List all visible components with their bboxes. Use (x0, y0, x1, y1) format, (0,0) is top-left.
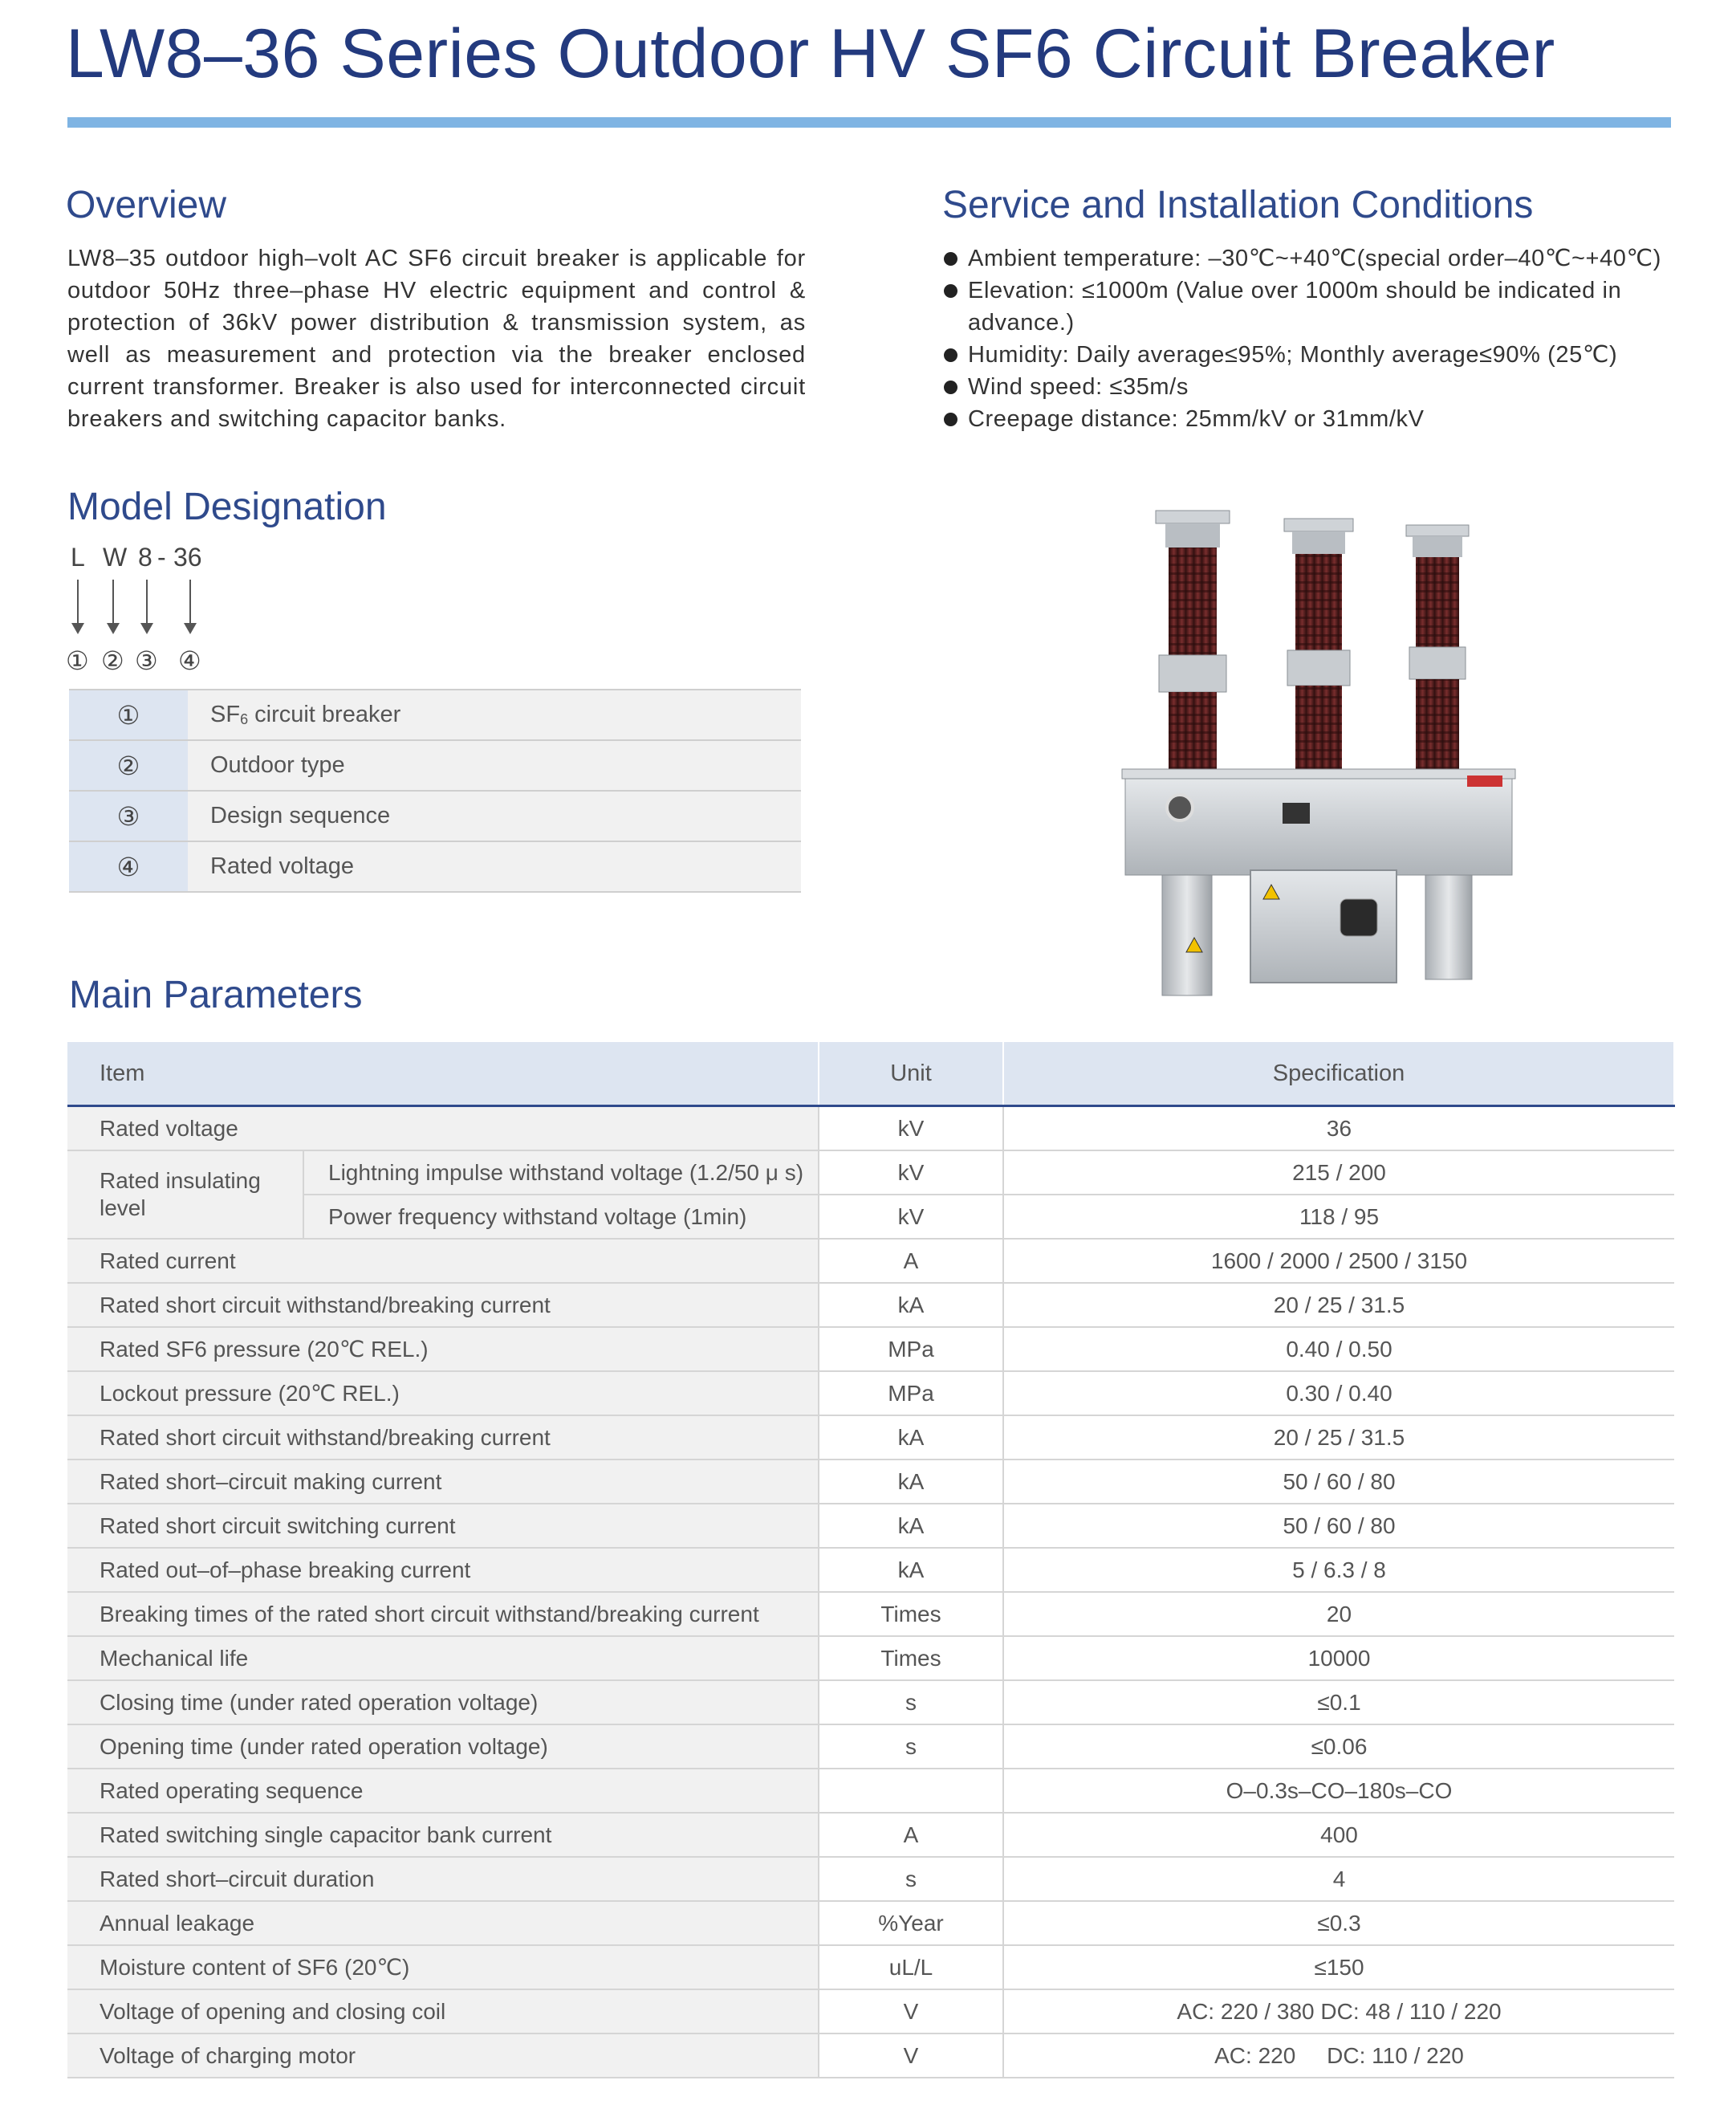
pole-3 (1406, 525, 1469, 803)
param-unit: uL/L (819, 1945, 1003, 1989)
model-marker: ② (101, 646, 124, 675)
param-unit: kA (819, 1548, 1003, 1592)
table-row (69, 841, 801, 892)
param-unit: %Year (819, 1901, 1003, 1945)
table-row (67, 1504, 1674, 1548)
param-item: Rated short–circuit duration (67, 1857, 819, 1901)
model-marker: ① (66, 646, 89, 675)
model-number: ④ (69, 841, 188, 892)
param-item: Rated short circuit withstand/breaking current (67, 1283, 819, 1327)
param-spec: 36 (1003, 1106, 1674, 1151)
bullet-icon (944, 284, 957, 298)
table-row (67, 1813, 1674, 1857)
model-marker: ④ (178, 646, 201, 675)
param-item: Rated switching single capacitor bank current (67, 1813, 819, 1857)
param-spec: 10000 (1003, 1636, 1674, 1680)
param-spec: 1600 / 2000 / 2500 / 3150 (1003, 1239, 1674, 1283)
param-unit: A (819, 1239, 1003, 1283)
table-row (67, 1415, 1674, 1459)
table-row (67, 1769, 1674, 1813)
param-unit: s (819, 1680, 1003, 1724)
param-unit: MPa (819, 1327, 1003, 1371)
param-item: Rated short circuit withstand/breaking current (67, 1415, 819, 1459)
params-heading: Main Parameters (69, 974, 363, 1016)
param-unit: Times (819, 1636, 1003, 1680)
param-item: Rated voltage (67, 1106, 819, 1151)
param-unit: kA (819, 1504, 1003, 1548)
model-heading: Model Designation (67, 486, 387, 528)
model-table (69, 689, 801, 893)
param-spec: 20 / 25 / 31.5 (1003, 1283, 1674, 1327)
param-unit: Times (819, 1592, 1003, 1636)
column-header-spec: Specification (1003, 1042, 1674, 1106)
model-desc: $SF_6$ circuit breaker (188, 690, 801, 740)
model-desc: Design sequence (188, 791, 801, 841)
param-spec: 5 / 6.3 / 8 (1003, 1548, 1674, 1592)
table-row (69, 690, 801, 740)
model-desc: Outdoor type (188, 740, 801, 791)
pole-2 (1284, 519, 1353, 811)
bullet-icon (944, 381, 957, 394)
param-item: Opening time (under rated operation voltage) (67, 1724, 819, 1769)
parameters-table (67, 1042, 1675, 2078)
param-item: Lockout pressure (20℃ REL.) (67, 1371, 819, 1415)
param-spec: O–0.3s–CO–180s–CO (1003, 1769, 1674, 1813)
model-number: ① (69, 690, 188, 740)
conditions-list (942, 242, 1681, 435)
param-item: Voltage of opening and closing coil (67, 1989, 819, 2033)
param-unit: kA (819, 1415, 1003, 1459)
param-unit: V (819, 2033, 1003, 2078)
param-spec: 0.30 / 0.40 (1003, 1371, 1674, 1415)
param-item: Voltage of charging motor (67, 2033, 819, 2078)
param-item: Power frequency withstand voltage (1min) (303, 1195, 819, 1239)
model-letter: - (157, 543, 166, 572)
table-row (67, 1592, 1674, 1636)
param-spec: 215 / 200 (1003, 1150, 1674, 1195)
condition-item: Elevation: ≤1000m (Value over 1000m should be indicated in advance.) (942, 275, 1681, 339)
param-unit (819, 1769, 1003, 1813)
overview-heading: Overview (66, 184, 227, 226)
param-spec: ≤0.1 (1003, 1680, 1674, 1724)
arrow-down-icon (146, 580, 148, 631)
param-item: Rated SF6 pressure (20℃ REL.) (67, 1327, 819, 1371)
table-row (67, 1239, 1674, 1283)
condition-item: Ambient temperature: –30℃~+40℃(special order–40℃~+40℃) (942, 242, 1681, 275)
param-unit: kV (819, 1106, 1003, 1151)
param-unit: s (819, 1724, 1003, 1769)
param-spec: 50 / 60 / 80 (1003, 1459, 1674, 1504)
table-row (69, 740, 801, 791)
param-spec: ≤0.3 (1003, 1901, 1674, 1945)
param-spec: 50 / 60 / 80 (1003, 1504, 1674, 1548)
condition-item: Wind speed: ≤35m/s (942, 371, 1681, 403)
model-letter: W (103, 543, 128, 572)
table-row (67, 2033, 1674, 2078)
bullet-icon (944, 413, 957, 426)
table-row (67, 1106, 1674, 1151)
model-code (67, 543, 308, 575)
bullet-icon (944, 348, 957, 362)
overview-text: LW8–35 outdoor high–volt AC SF6 circuit breaker is applicable for outdoor 50Hz three–phase HV electric equipment and control & protection of 36kV power distribution & transmission system, as well as measurement and protection via the breaker enclosed current transformer. Breaker is also used for interconnected circuit breakers and switching capacitor banks. (67, 246, 806, 432)
param-spec: 0.40 / 0.50 (1003, 1327, 1674, 1371)
model-letter: L (71, 543, 85, 572)
param-unit: A (819, 1813, 1003, 1857)
param-unit: kV (819, 1150, 1003, 1195)
param-spec: AC: 220 DC: 110 / 220 (1003, 2033, 1674, 2078)
table-row (67, 1548, 1674, 1592)
param-spec: ≤0.06 (1003, 1724, 1674, 1769)
table-row (67, 1945, 1674, 1989)
param-spec: 20 (1003, 1592, 1674, 1636)
column-header-unit: Unit (819, 1042, 1003, 1106)
model-letter: 36 (173, 543, 202, 572)
param-unit: kA (819, 1283, 1003, 1327)
param-item: Rated out–of–phase breaking current (67, 1548, 819, 1592)
param-item: Annual leakage (67, 1901, 819, 1945)
param-group: Rated insulating level (67, 1150, 303, 1239)
table-row (67, 1371, 1674, 1415)
model-letter: 8 (138, 543, 152, 572)
param-spec: 4 (1003, 1857, 1674, 1901)
param-spec: 20 / 25 / 31.5 (1003, 1415, 1674, 1459)
table-row (67, 1901, 1674, 1945)
param-unit: V (819, 1989, 1003, 2033)
param-unit: kV (819, 1195, 1003, 1239)
table-row (67, 1459, 1674, 1504)
table-row (67, 1283, 1674, 1327)
param-item: Rated short–circuit making current (67, 1459, 819, 1504)
condition-item: Creepage distance: 25mm/kV or 31mm/kV (942, 403, 1681, 435)
model-marker: ③ (135, 646, 158, 675)
table-row (67, 1195, 1674, 1239)
arrow-down-icon (112, 580, 114, 631)
table-row (69, 791, 801, 841)
table-row (67, 1724, 1674, 1769)
arrow-down-icon (77, 580, 79, 631)
param-unit: MPa (819, 1371, 1003, 1415)
table-header-row (67, 1042, 1674, 1106)
circuit-breaker-illustration (1106, 504, 1523, 1000)
condition-item: Humidity: Daily average≤95%; Monthly average≤90% (25℃) (942, 339, 1681, 371)
model-number: ② (69, 740, 188, 791)
param-item: Moisture content of SF6 (20℃) (67, 1945, 819, 1989)
page-title: LW8–36 Series Outdoor HV SF6 Circuit Breaker (66, 15, 1555, 92)
param-unit: kA (819, 1459, 1003, 1504)
param-spec: ≤150 (1003, 1945, 1674, 1989)
param-spec: 118 / 95 (1003, 1195, 1674, 1239)
param-item: Lightning impulse withstand voltage (1.2/50 μ s) (303, 1150, 819, 1195)
param-item: Closing time (under rated operation voltage) (67, 1680, 819, 1724)
table-row (67, 1857, 1674, 1901)
param-unit: s (819, 1857, 1003, 1901)
bullet-icon (944, 252, 957, 266)
param-item: Rated short circuit switching current (67, 1504, 819, 1548)
param-spec: AC: 220 / 380 DC: 48 / 110 / 220 (1003, 1989, 1674, 2033)
model-desc: Rated voltage (188, 841, 801, 892)
title-underline (67, 117, 1671, 128)
param-item: Breaking times of the rated short circuit withstand/breaking current (67, 1592, 819, 1636)
table-row (67, 1989, 1674, 2033)
param-item: Mechanical life (67, 1636, 819, 1680)
param-spec: 400 (1003, 1813, 1674, 1857)
table-row (67, 1327, 1674, 1371)
conditions-heading: Service and Installation Conditions (942, 184, 1534, 226)
param-item: Rated current (67, 1239, 819, 1283)
table-row (67, 1150, 1674, 1195)
table-row (67, 1636, 1674, 1680)
table-row (67, 1680, 1674, 1724)
model-number: ③ (69, 791, 188, 841)
arrow-down-icon (189, 580, 191, 631)
column-header-item: Item (67, 1042, 819, 1106)
param-item: Rated operating sequence (67, 1769, 819, 1813)
